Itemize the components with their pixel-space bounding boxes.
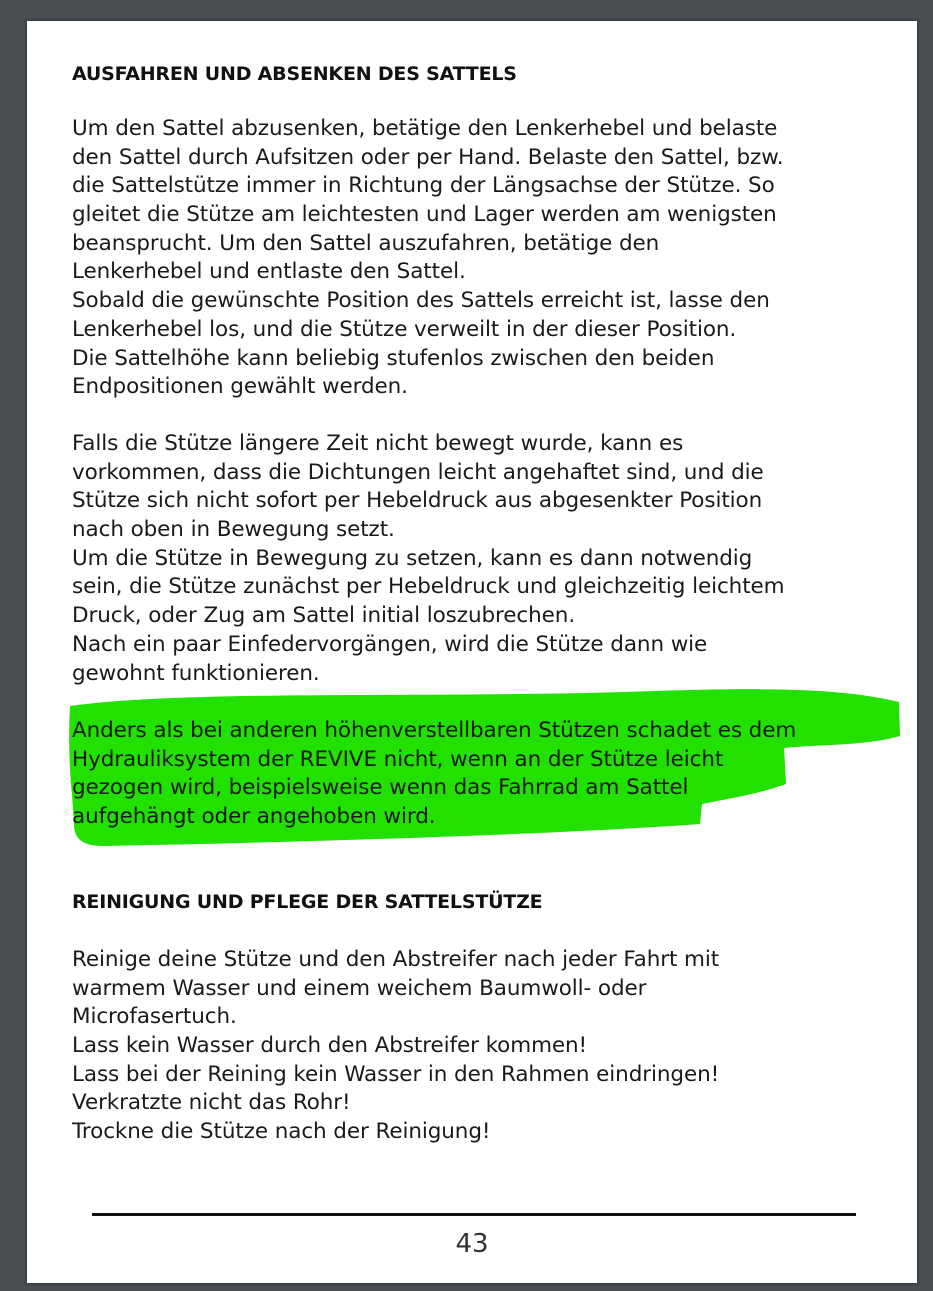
text-line: gezogen wird, beispielsweise wenn das Fahrrad am Sattel <box>72 775 689 801</box>
text-line: Anders als bei anderen höhenverstellbaren Stützen schadet es dem <box>72 718 797 743</box>
text-line: Um den Sattel abzusenken, betätige den Lenkerhebel und belaste <box>72 116 778 141</box>
text-line: Hydrauliksystem der REVIVE nicht, wenn an der Stütze leicht <box>72 746 724 772</box>
text-line: Verkratzte nicht das Rohr! <box>72 1090 351 1116</box>
text-line: Druck, oder Zug am Sattel initial loszubrechen. <box>72 603 576 629</box>
text-line: nach oben in Bewegung setzt. <box>72 517 395 543</box>
text-line: Um die Stütze in Bewegung zu setzen, kann es dann notwendig <box>72 545 753 571</box>
text-line: beansprucht. Um den Sattel auszufahren, betätige den <box>72 230 660 256</box>
footer-divider <box>92 1213 856 1216</box>
text-line: vorkommen, dass die Dichtungen leicht angehaftet sind, und die <box>72 459 764 485</box>
text-line: sein, die Stütze zunächst per Hebeldruck und gleichzeitig leichtem <box>72 574 785 600</box>
text-line: Microfasertuch. <box>72 1004 237 1030</box>
paragraph-absenken <box>72 115 783 402</box>
text-line: Reinige deine Stütze und den Abstreifer nach jeder Fahrt mit <box>72 947 720 972</box>
text-line: Lass bei der Reining kein Wasser in den Rahmen eindringen! <box>72 1061 720 1087</box>
paragraph-highlighted <box>72 717 796 832</box>
text-line: gleitet die Stütze am leichtesten und Lager werden am wenigsten <box>72 202 777 228</box>
text-line: Die Sattelhöhe kann beliebig stufenlos zwischen den beiden <box>72 345 715 371</box>
document-page <box>27 21 917 1283</box>
text-line: Falls die Stütze längere Zeit nicht bewegt wurde, kann es <box>72 431 684 456</box>
text-line: Lass kein Wasser durch den Abstreifer kommen! <box>72 1033 588 1059</box>
text-line: den Sattel durch Aufsitzen oder per Hand. Belaste den Sattel, bzw. <box>72 144 784 170</box>
text-line: gewohnt funktionieren. <box>72 660 320 686</box>
text-line: Lenkerhebel los, und die Stütze verweilt in der dieser Position. <box>72 316 737 342</box>
text-line: Endpositionen gewählt werden. <box>72 374 408 400</box>
section-heading-reinigung: REINIGUNG UND PFLEGE DER SATTELSTÜTZE <box>72 891 543 913</box>
section-heading-ausfahren: AUSFAHREN UND ABSENKEN DES SATTELS <box>72 63 517 85</box>
paragraph-dichtungen <box>72 430 785 688</box>
text-line: Trockne die Stütze nach der Reinigung! <box>72 1119 491 1145</box>
paragraph-reinigung <box>72 946 719 1147</box>
text-line: Sobald die gewünschte Position des Sattels erreicht ist, lasse den <box>72 288 770 314</box>
text-line: Lenkerhebel und entlaste den Sattel. <box>72 259 466 285</box>
text-line: aufgehängt oder angehoben wird. <box>72 804 436 830</box>
page-number: 43 <box>455 1229 489 1259</box>
text-line: Stütze sich nicht sofort per Hebeldruck aus abgesenkter Position <box>72 488 763 514</box>
text-line: Nach ein paar Einfedervorgängen, wird die Stütze dann wie <box>72 631 708 657</box>
text-line: die Sattelstütze immer in Richtung der Längsachse der Stütze. So <box>72 173 775 199</box>
text-line: warmem Wasser und einem weichem Baumwoll- oder <box>72 975 647 1001</box>
